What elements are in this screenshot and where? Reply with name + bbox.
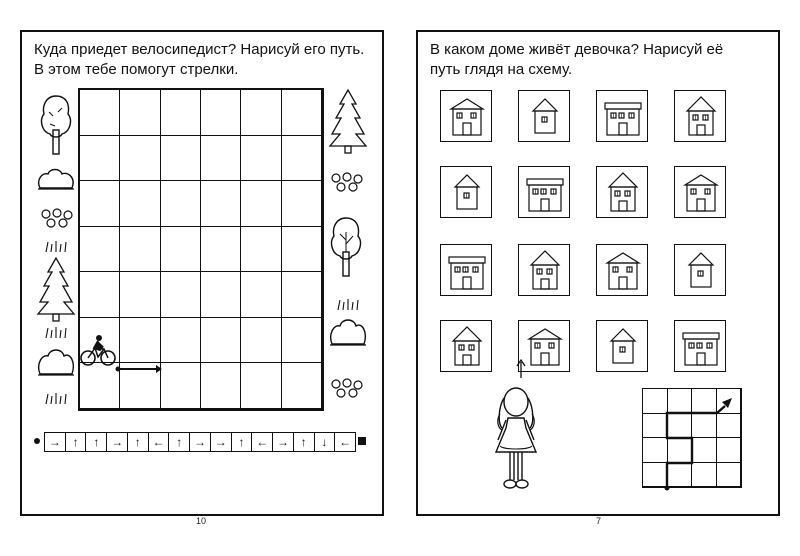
tree-icon <box>328 214 364 278</box>
house-icon <box>441 321 493 373</box>
right-title-line1: В каком доме живёт девочка? Нарисуй её <box>430 41 724 58</box>
grid-cell <box>241 363 281 409</box>
strip-arrow: ↑ <box>169 433 190 451</box>
grass-icon <box>44 392 68 404</box>
fir-tree-icon <box>36 256 76 322</box>
right-page <box>400 0 800 556</box>
house-icon <box>519 91 571 143</box>
strip-start-dot <box>34 438 40 444</box>
grid-cell <box>161 318 201 364</box>
strip-arrow: → <box>273 433 294 451</box>
grid-cell <box>161 272 201 318</box>
grid-cell <box>80 227 120 273</box>
house-icon <box>597 321 649 373</box>
grid-cell <box>201 227 241 273</box>
house-icon <box>675 245 727 297</box>
grid-cell <box>282 318 322 364</box>
bush-icon <box>36 346 76 378</box>
strip-arrow: ↑ <box>86 433 107 451</box>
grid-cell <box>282 227 322 273</box>
strip-arrow: → <box>45 433 66 451</box>
grid-cell <box>282 136 322 182</box>
grid-cell <box>161 181 201 227</box>
house-card[interactable] <box>440 166 492 218</box>
house-icon <box>597 167 649 219</box>
fir-tree-icon <box>328 88 368 154</box>
grid-cell <box>282 90 322 136</box>
grid-cell <box>201 181 241 227</box>
house-card[interactable] <box>596 320 648 372</box>
house-icon <box>597 91 649 143</box>
grid-cell <box>80 272 120 318</box>
house-icon <box>441 167 493 219</box>
grid-cell <box>241 90 281 136</box>
bush-icon <box>328 316 368 348</box>
bush-icon <box>36 166 76 192</box>
house-card[interactable] <box>596 244 648 296</box>
grid-cell <box>120 90 160 136</box>
house-icon <box>675 321 727 373</box>
grid-cell <box>201 136 241 182</box>
strip-arrow: ← <box>339 435 352 449</box>
house-icon <box>675 91 727 143</box>
house-card[interactable] <box>674 244 726 296</box>
house-card[interactable] <box>440 244 492 296</box>
grass-icon <box>44 240 68 252</box>
left-page-number: 10 <box>196 516 207 526</box>
grid-cell <box>241 227 281 273</box>
grid-cell <box>80 90 120 136</box>
scheme-path <box>642 388 752 492</box>
house-card[interactable] <box>440 90 492 142</box>
strip-arrow: ↑ <box>128 433 149 451</box>
house-card[interactable] <box>674 90 726 142</box>
grid-cell <box>282 181 322 227</box>
strip-arrow: → <box>107 433 128 451</box>
tree-icon <box>38 92 74 156</box>
grid-cell <box>161 90 201 136</box>
left-title-line1: Куда приедет велосипедист? Нарисуй его путь. <box>34 41 365 58</box>
grid-cell <box>161 227 201 273</box>
house-icon <box>441 91 493 143</box>
grid-cell <box>201 90 241 136</box>
right-page-number: 7 <box>596 516 602 526</box>
start-arrow <box>112 362 162 376</box>
house-card[interactable] <box>518 166 570 218</box>
house-card[interactable] <box>596 90 648 142</box>
grid-cell <box>161 136 201 182</box>
flowers-icon <box>330 378 364 398</box>
grass-icon <box>44 326 68 338</box>
house-card[interactable] <box>518 90 570 142</box>
grid-cell <box>241 272 281 318</box>
strip-arrow: ← <box>252 433 273 451</box>
cyclist-icon <box>80 333 116 367</box>
strip-end-square <box>358 437 366 445</box>
arrow-strip <box>44 432 356 452</box>
grid-cell <box>201 363 241 409</box>
house-card[interactable] <box>518 244 570 296</box>
grid-cell <box>120 136 160 182</box>
strip-arrow: → <box>190 433 211 451</box>
grid-cell <box>120 181 160 227</box>
strip-arrow: ↑ <box>232 433 253 451</box>
strip-arrow: ← <box>149 433 170 451</box>
grid-cell <box>201 318 241 364</box>
house-card[interactable] <box>596 166 648 218</box>
house-card[interactable] <box>674 166 726 218</box>
house-icon <box>441 245 493 297</box>
grid-cell <box>241 318 281 364</box>
house-card[interactable] <box>674 320 726 372</box>
left-title-line2: В этом тебе помогут стрелки. <box>34 61 239 78</box>
strip-arrow: ↑ <box>66 433 87 451</box>
grass-icon <box>336 298 360 310</box>
right-title-line2: путь глядя на схему. <box>430 61 573 78</box>
strip-arrow: ↑ <box>294 433 315 451</box>
grid-cell <box>120 227 160 273</box>
strip-arrow: ↓ <box>315 433 336 451</box>
strip-arrow: → <box>211 433 232 451</box>
girl-icon <box>490 384 542 494</box>
grid-cell <box>161 363 201 409</box>
up-arrow-icon <box>515 358 527 380</box>
flowers-icon <box>330 172 364 192</box>
grid-cell <box>241 181 281 227</box>
grid-cell <box>241 136 281 182</box>
house-icon <box>675 167 727 219</box>
grid-cell <box>282 272 322 318</box>
house-card[interactable] <box>440 320 492 372</box>
flowers-icon <box>40 208 74 228</box>
grid-cell <box>201 272 241 318</box>
grid-cell <box>80 136 120 182</box>
grid-cell <box>80 181 120 227</box>
house-icon <box>597 245 649 297</box>
house-icon <box>519 245 571 297</box>
grid-cell <box>282 363 322 409</box>
grid-cell <box>120 272 160 318</box>
house-icon <box>519 167 571 219</box>
grid-cell <box>120 318 160 364</box>
